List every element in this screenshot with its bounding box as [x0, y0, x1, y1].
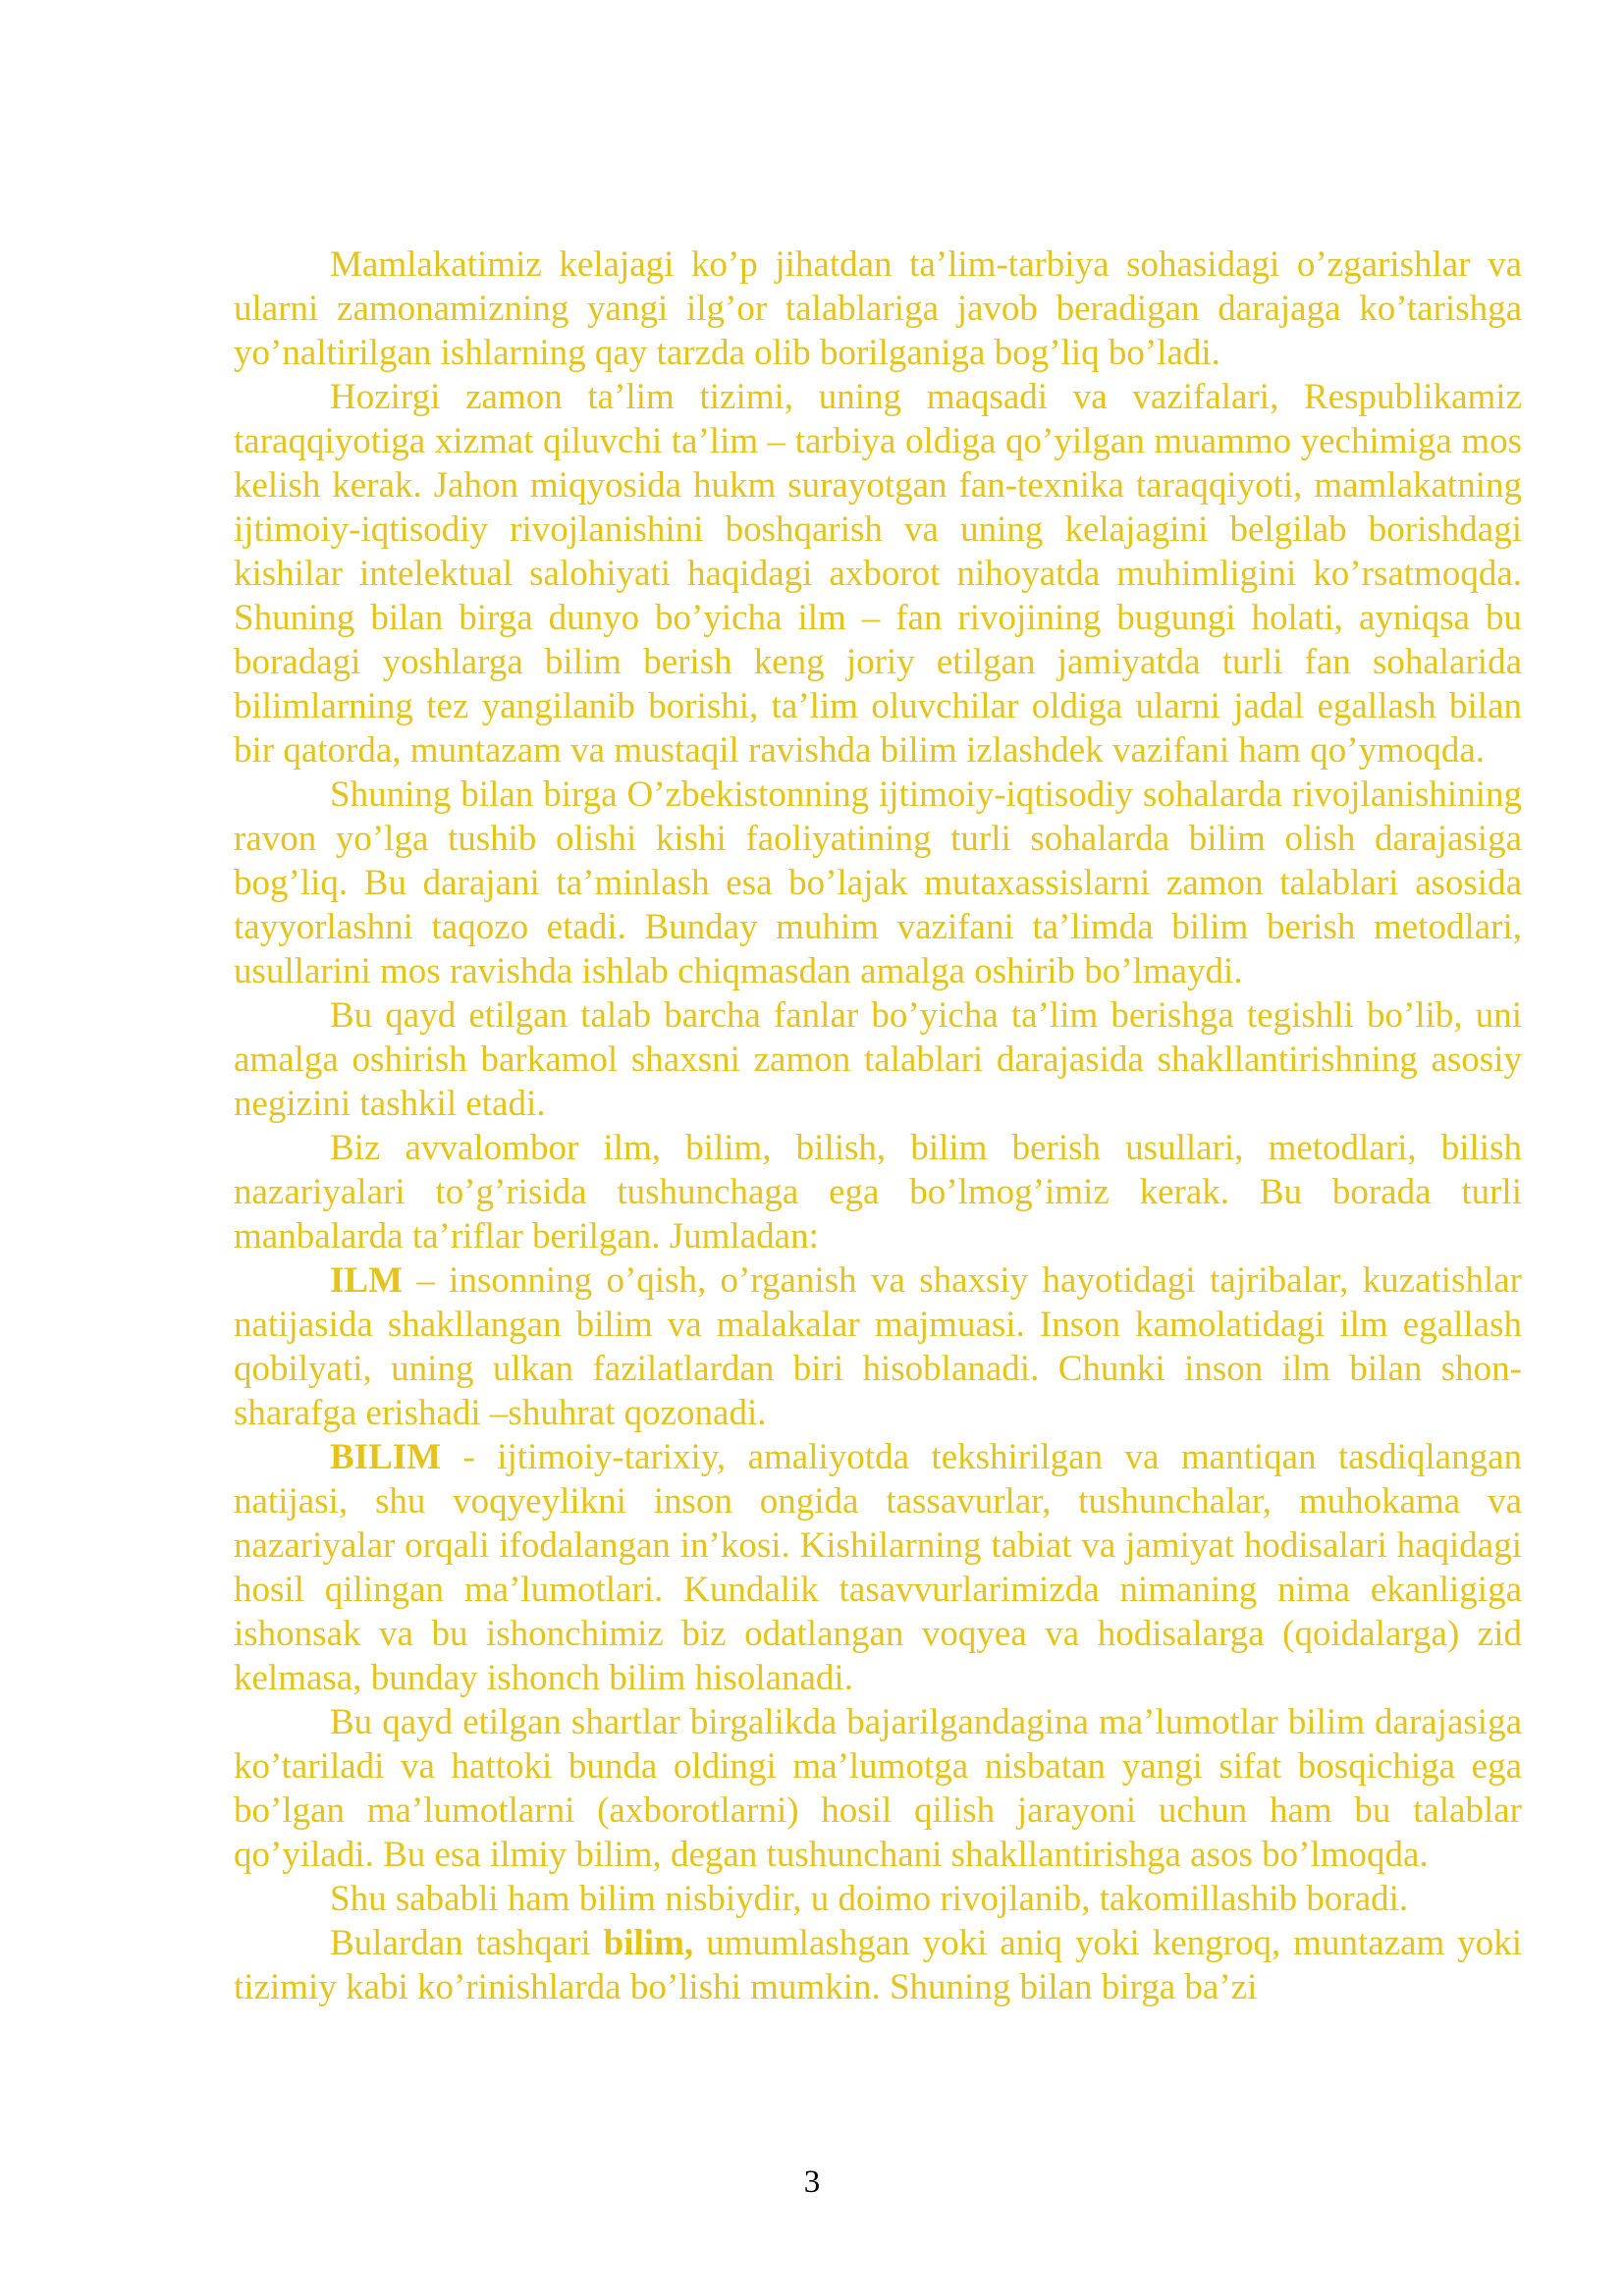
paragraph-text: Shu sababli ham bilim nisbiydir, u doimo rivojlanib, takomillashib boradi. [330, 1879, 1409, 1919]
paragraph-1 [234, 242, 1522, 375]
term-ilm: ILM [330, 1260, 403, 1301]
paragraph-3 [234, 773, 1522, 993]
paragraph-5 [234, 1126, 1522, 1258]
paragraph-text: Bu qayd etilgan shartlar birgalikda bajarilgandagina ma’lumotlar bilim darajasiga ko’tariladi va hattoki bunda oldingi ma’lumotga nisbatan yangi sifat bosqichiga ega bo’lgan ma’lumotlarni (axborotlarni) hosil qilish jarayoni uchun ham bu talablar qo’yiladi. Bu esa ilmiy bilim, degan tushunchani shakllantirishga asos bo’lmoqda. [234, 1702, 1522, 1875]
paragraph-lead: Bulardan tashqari [330, 1923, 604, 1963]
term-bilim: BILIM [330, 1437, 442, 1477]
paragraph-4 [234, 993, 1522, 1126]
paragraph-text: Hozirgi zamon ta’lim tizimi, uning maqsadi va vazifalari, Respublikamiz taraqqiyotiga xizmat qiluvchi ta’lim – tarbiya oldiga qo’yilgan muammo yechimiga mos kelish kerak. Jahon miqyosida hukm surayotgan fan-texnika taraqqiyoti, mamlakatning ijtimoiy-iqtisodiy rivojlanishini boshqarish va uning kelajagini belgilab borishdagi kishilar intelektual salohiyati haqidagi axborot nihoyatda muhimligini ko’rsatmoqda. Shuning bilan birga dunyo bo’yicha ilm – fan rivojining bugungi holati, ayniqsa bu boradagi yoshlarga bilim berish keng joriy etilgan jamiyatda turli fan sohalarida bilimlarning tez yangilanib borishi, ta’lim oluvchilar oldiga ularni jadal egallash bilan bir qatorda, muntazam va mustaqil ravishda bilim izlashdek vazifani ham qo’ymoqda. [234, 377, 1522, 771]
paragraph-text: – insonning o’qish, o’rganish va shaxsiy hayotidagi tajribalar, kuzatishlar natijasida shakllangan bilim va malakalar majmuasi. Inson kamolatidagi ilm egallash qobilyati, uning ulkan fazilatlardan biri hisoblanadi. Chunki inson ilm bilan shon- sharafga erishadi –shuhrat qozonadi. [234, 1260, 1522, 1433]
paragraph-ilm-definition [234, 1258, 1522, 1435]
paragraph-2 [234, 375, 1522, 773]
paragraph-text: Biz avvalombor ilm, bilim, bilish, bilim berish usullari, metodlari, bilish nazariyalari to’g’risida tushunchaga ega bo’lmog’imiz kerak. Bu borada turli manbalarda ta’riflar berilgan. Jumladan: [234, 1128, 1522, 1256]
term-bilim-inline: bilim, [603, 1923, 694, 1963]
paragraph-text: Shuning bilan birga O’zbekistonning ijtimoiy-iqtisodiy sohalarda rivojlanishining ravon yo’lga tushib olishi kishi faoliyatining turli sohalarda bilim olish darajasiga bog’liq. Bu darajani ta’minlash esa bo’lajak mutaxassislarni zamon talablari asosida tayyorlashni taqozo etadi. Bunday muhim vazifani ta’limda bilim berish metodlari, usullarini mos ravishda ishlab chiqmasdan amalga oshirib bo’lmaydi. [234, 774, 1522, 991]
paragraph-bilim-definition [234, 1435, 1522, 1700]
paragraph-9 [234, 1877, 1522, 1921]
paragraph-text: Mamlakatimiz kelajagi ko’p jihatdan ta’lim-tarbiya sohasidagi o’zgarishlar va ularni zamonamizning yangi ilg’or talablariga javob beradigan darajaga ko’tarishga yo’naltirilgan ishlarning qay tarzda olib borilganiga bog’liq bo’ladi. [234, 244, 1522, 373]
paragraph-text: Bu qayd etilgan talab barcha fanlar bo’yicha ta’lim berishga tegishli bo’lib, uni amalga oshirish barkamol shaxsni zamon talablari darajasida shakllantirishning asosiy negizini tashkil etadi. [234, 995, 1522, 1124]
document-body [234, 242, 1522, 2009]
paragraph-10 [234, 1921, 1522, 2009]
paragraph-text: - ijtimoiy-tarixiy, amaliyotda tekshirilgan va mantiqan tasdiqlangan natijasi, shu voqyeylikni inson ongida tassavurlar, tushunchalar, muhokama va nazariyalar orqali ifodalangan in’kosi. Kishilarning tabiat va jamiyat hodisalari haqidagi hosil qilingan ma’lumotlari. Kundalik tasavvurlarimizda nimaning nima ekanligiga ishonsak va bu ishonchimiz biz odatlangan voqyea va hodisalarga (qoidalarga) zid kelmasa, bunday ishonch bilim hisolanadi. [234, 1437, 1522, 1698]
paragraph-text: umumlashgan yoki aniq yoki kengroq, muntazam yoki tizimiy kabi ko’rinishlarda bo’lishi mumkin. Shuning bilan birga ba’zi [234, 1923, 1523, 2007]
page-number: 3 [803, 2164, 821, 2200]
paragraph-8 [234, 1700, 1522, 1877]
